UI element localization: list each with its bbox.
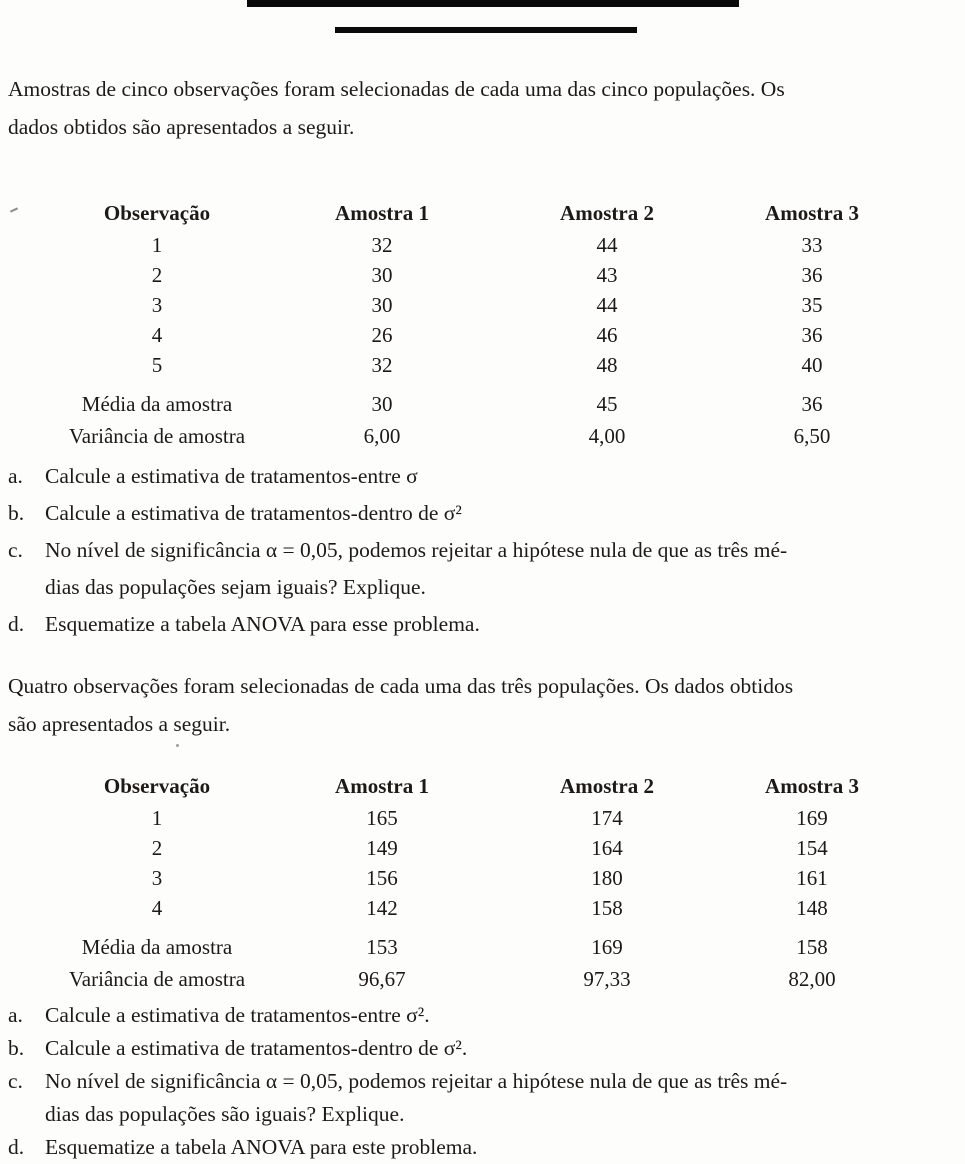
text-line: No nível de significância α = 0,05, podemos rejeitar a hipótese nula de que as três mé- [45, 538, 788, 562]
row-label: 1 [151, 232, 163, 257]
question-letter: c. [8, 1069, 23, 1093]
question-text [45, 1032, 965, 1065]
row-label: 2 [151, 262, 163, 287]
column-header-observacao: Observação [103, 200, 211, 225]
question-letter: d. [8, 612, 25, 636]
question-item [8, 999, 965, 1032]
section2-table [57, 769, 917, 995]
row-label: 4 [151, 322, 163, 347]
question-letter: b. [8, 1036, 25, 1060]
cell-value: 153 [366, 934, 398, 959]
text-line: dados obtidos são apresentados a seguir. [8, 115, 355, 139]
question-letter: a. [8, 464, 23, 488]
cell-value: 165 [366, 805, 398, 830]
cell-value: 164 [591, 835, 623, 860]
row-label: 3 [151, 865, 163, 890]
cell-value: 154 [796, 835, 828, 860]
text-line: Calcule a estimativa de tratamentos-entre σ². [45, 1003, 430, 1027]
text-line: dias das populações sejam iguais? Explique. [45, 575, 426, 599]
table-row [57, 420, 917, 452]
cell-value: 4,00 [588, 423, 626, 448]
table-row [57, 260, 917, 290]
cell-value: 44 [596, 292, 618, 317]
cell-value: 26 [371, 322, 393, 347]
text-line: Calcule a estimativa de tratamentos-entre σ [45, 464, 418, 488]
section2-summary-rows [57, 923, 917, 995]
cell-value: 45 [596, 391, 618, 416]
cell-value: 40 [801, 352, 823, 377]
column-header-amostra-2: Amostra 2 [560, 773, 654, 798]
row-label: 4 [151, 895, 163, 920]
question-text [45, 532, 965, 606]
row-label: Variância de amostra [68, 966, 246, 991]
text-line: Esquematize a tabela ANOVA para esse problema. [45, 612, 480, 636]
question-letter: c. [8, 538, 23, 562]
table-row [57, 350, 917, 380]
text-line: Amostras de cinco observações foram selecionadas de cada uma das cinco populações. Os [8, 77, 785, 101]
question-letter: b. [8, 501, 25, 525]
cell-value: 32 [371, 232, 393, 257]
cell-value: 142 [366, 895, 398, 920]
text-line: Calcule a estimativa de tratamentos-dentro de σ². [45, 1036, 468, 1060]
cell-value: 35 [801, 292, 823, 317]
question-text [45, 495, 965, 532]
cell-value: 33 [801, 232, 823, 257]
text-line: Esquematize a tabela ANOVA para este problema. [45, 1135, 478, 1159]
section2-questions [8, 999, 965, 1164]
cell-value: 6,00 [363, 423, 401, 448]
section1-table-header [57, 196, 917, 230]
section1-table [57, 196, 917, 452]
question-text [45, 1065, 965, 1131]
section1-summary-rows [57, 380, 917, 452]
column-header-amostra-3: Amostra 3 [765, 200, 859, 225]
text-line: dias das populações são iguais? Explique. [45, 1102, 405, 1126]
top-rule-short [335, 27, 637, 33]
cell-value: 169 [591, 934, 623, 959]
text-line: Calcule a estimativa de tratamentos-dentro de σ² [45, 501, 462, 525]
cell-value: 180 [591, 865, 623, 890]
row-label: 1 [151, 805, 163, 830]
table-row [57, 963, 917, 995]
table-row [57, 863, 917, 893]
section1-intro [8, 0, 961, 146]
top-rule-thick [247, 0, 739, 7]
table-row [57, 320, 917, 350]
text-line: são apresentados a seguir. [8, 712, 231, 736]
column-header-amostra-1: Amostra 1 [335, 773, 429, 798]
cell-value: 30 [371, 262, 393, 287]
question-text [45, 458, 965, 495]
cell-value: 30 [371, 292, 393, 317]
question-text [45, 606, 965, 643]
cell-value: 148 [796, 895, 828, 920]
cell-value: 46 [596, 322, 618, 347]
cell-value: 48 [596, 352, 618, 377]
cell-value: 82,00 [788, 966, 836, 991]
section1-observation-rows [57, 230, 917, 380]
cell-value: 44 [596, 232, 618, 257]
column-header-amostra-3: Amostra 3 [765, 773, 859, 798]
scan-artifact-dot [176, 744, 179, 747]
section2-intro [8, 667, 961, 743]
column-header-amostra-1: Amostra 1 [335, 200, 429, 225]
table-row [57, 833, 917, 863]
cell-value: 30 [371, 391, 393, 416]
cell-value: 156 [366, 865, 398, 890]
row-label: 3 [151, 292, 163, 317]
question-item [8, 1131, 965, 1164]
column-header-observacao: Observação [103, 773, 211, 798]
table-row [57, 923, 917, 963]
cell-value: 161 [796, 865, 828, 890]
question-text [45, 1131, 965, 1164]
table-row [57, 893, 917, 923]
question-item [8, 606, 965, 643]
section2-observation-rows [57, 803, 917, 923]
section2-table-header [57, 769, 917, 803]
row-label: 5 [151, 352, 163, 377]
cell-value: 36 [801, 322, 823, 347]
row-label: Média da amostra [81, 934, 233, 959]
cell-value: 6,50 [793, 423, 831, 448]
cell-value: 97,33 [583, 966, 631, 991]
section1-questions [8, 458, 965, 643]
question-letter: a. [8, 1003, 23, 1027]
scan-artifact-tick [10, 207, 18, 212]
table-row [57, 230, 917, 260]
question-text [45, 999, 965, 1032]
question-item [8, 1065, 965, 1131]
cell-value: 174 [591, 805, 623, 830]
cell-value: 36 [801, 262, 823, 287]
cell-value: 158 [796, 934, 828, 959]
text-line: Quatro observações foram selecionadas de cada uma das três populações. Os dados obtidos [8, 674, 794, 698]
cell-value: 32 [371, 352, 393, 377]
row-label: 2 [151, 835, 163, 860]
cell-value: 158 [591, 895, 623, 920]
table-row [57, 803, 917, 833]
cell-value: 96,67 [358, 966, 406, 991]
question-item [8, 495, 965, 532]
cell-value: 43 [596, 262, 618, 287]
row-label: Variância de amostra [68, 423, 246, 448]
table-row [57, 290, 917, 320]
column-header-amostra-2: Amostra 2 [560, 200, 654, 225]
cell-value: 36 [801, 391, 823, 416]
question-item [8, 532, 965, 606]
cell-value: 169 [796, 805, 828, 830]
table-row [57, 380, 917, 420]
cell-value: 149 [366, 835, 398, 860]
text-line: No nível de significância α = 0,05, podemos rejeitar a hipótese nula de que as três mé- [45, 1069, 788, 1093]
question-letter: d. [8, 1135, 25, 1159]
row-label: Média da amostra [81, 391, 233, 416]
question-item [8, 458, 965, 495]
question-item [8, 1032, 965, 1065]
